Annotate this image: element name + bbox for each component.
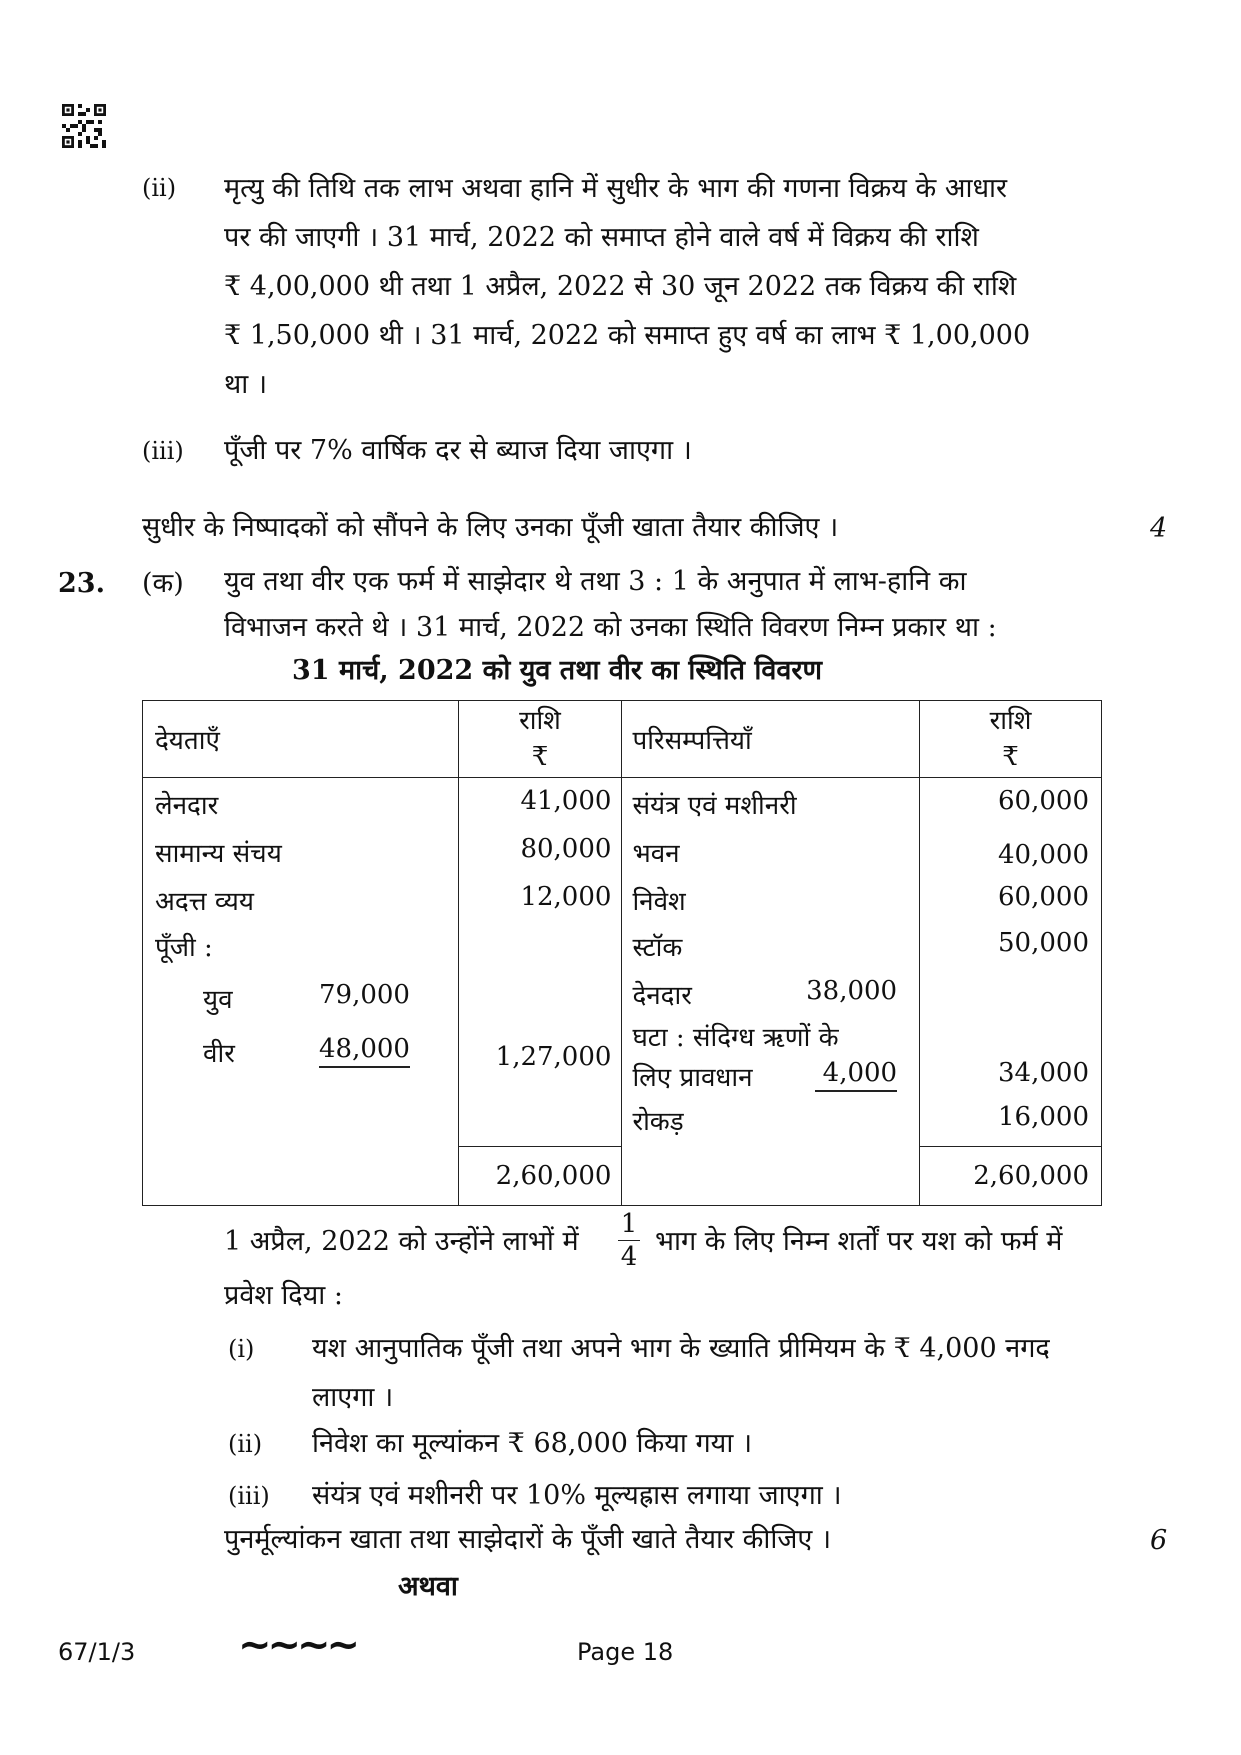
fraction-numerator: 1 (620, 1209, 638, 1239)
marks: 6 (1150, 1525, 1168, 1556)
condition-number: (iii) (228, 1482, 270, 1510)
debtors-label: देनदार (632, 981, 692, 1011)
debtors-net-amount: 34,000 (998, 1058, 1089, 1088)
capital-partner-value: 48,000 (319, 1034, 410, 1068)
less-provision-label: लिए प्रावधान (632, 1063, 753, 1093)
item-number: (iii) (142, 437, 184, 465)
liability-label: लेनदार (155, 791, 219, 821)
text-line: यश आनुपातिक पूँजी तथा अपने भाग के ख्याति प्रीमियम के ₹ 4,000 नगद (312, 1333, 1050, 1364)
question-instruction: पुनर्मूल्यांकन खाता तथा साझेदारों के पूँजी खाते तैयार कीजिए । (224, 1524, 832, 1555)
text-line: लाएगा । (312, 1382, 394, 1413)
asset-amount: 60,000 (998, 882, 1089, 912)
table-title: 31 मार्च, 2022 को युव तथा वीर का स्थिति विवरण (292, 655, 822, 686)
liability-label: सामान्य संचय (155, 839, 282, 869)
question-number: 23. (58, 568, 105, 599)
item-number: (ii) (142, 174, 177, 202)
total-liabilities: 2,60,000 (458, 1147, 622, 1206)
condition-text (312, 1419, 1104, 1468)
capital-partner-value: 79,000 (319, 980, 410, 1010)
header-liabilities: देयताएँ (143, 701, 459, 778)
admission-text: प्रवेश दिया : (224, 1280, 343, 1311)
text-line: पर की जाएगी । 31 मार्च, 2022 को समाप्त होने वाले वर्ष में विक्रय की राशि (224, 222, 979, 253)
qr-code-icon (62, 104, 106, 148)
admission-text: 1 अप्रैल, 2022 को उन्होंने लाभों में (224, 1226, 579, 1257)
condition-text (312, 1471, 1104, 1520)
text-line: संयंत्र एवं मशीनरी पर 10% मूल्यह्रास लगाया जाएगा । (312, 1480, 842, 1511)
asset-amount: 50,000 (998, 928, 1089, 958)
header-amount: राशि ₹ (458, 701, 622, 778)
asset-label: निवेश (632, 887, 686, 917)
item-text (224, 426, 1104, 475)
text-line: ₹ 1,50,000 थी । 31 मार्च, 2022 को समाप्त हुए वर्ष का लाभ ₹ 1,00,000 (224, 320, 1031, 351)
condition-number: (ii) (228, 1430, 263, 1458)
tilde-mark: ~~~~ (238, 1622, 357, 1668)
asset-amount: 40,000 (998, 840, 1089, 870)
question-part: (क) (142, 568, 184, 599)
provision-value: 4,000 (815, 1058, 897, 1092)
fraction (618, 1208, 640, 1273)
debtors-value: 38,000 (806, 976, 898, 1006)
capital-total: 1,27,000 (495, 1042, 612, 1072)
liability-amount: 41,000 (520, 786, 612, 816)
liability-label: अदत्त व्यय (155, 887, 254, 917)
text-line: युव तथा वीर एक फर्म में साझेदार थे तथा 3 : 1 के अनुपात में लाभ-हानि का (224, 566, 967, 597)
text-line: था । (224, 369, 268, 400)
liability-label: पूँजी : (155, 933, 213, 963)
liability-amount: 12,000 (520, 882, 612, 912)
balance-sheet-table (142, 700, 1102, 1206)
question-instruction: सुधीर के निष्पादकों को सौंपने के लिए उनका पूँजी खाता तैयार कीजिए । (142, 512, 839, 543)
header-amount: राशि ₹ (920, 701, 1102, 778)
asset-label: स्टॉक (632, 933, 683, 963)
asset-label: भवन (632, 839, 680, 869)
liability-amount: 80,000 (520, 834, 612, 864)
text-line: विभाजन करते थे । 31 मार्च, 2022 को उनका स्थिति विवरण निम्न प्रकार था : (224, 612, 997, 643)
or-separator: अथवा (398, 1571, 458, 1602)
less-provision-label: घटा : संदिग्ध ऋणों के (632, 1023, 839, 1053)
header-assets: परिसम्पत्तियाँ (622, 701, 920, 778)
admission-text: भाग के लिए निम्न शर्तों पर यश को फर्म में (655, 1226, 1063, 1257)
page-number: Page 18 (577, 1638, 674, 1666)
capital-partner-label: वीर (203, 1039, 235, 1069)
asset-label: रोकड़ (632, 1107, 684, 1137)
fraction-denominator: 4 (620, 1242, 638, 1272)
capital-partner-label: युव (203, 985, 233, 1015)
item-text (224, 164, 1104, 409)
marks: 4 (1150, 513, 1168, 544)
text-line: ₹ 4,00,000 थी तथा 1 अप्रैल, 2022 से 30 जून 2022 तक विक्रय की राशि (224, 271, 1017, 302)
asset-label: संयंत्र एवं मशीनरी (632, 791, 797, 821)
paper-code: 67/1/3 (58, 1638, 136, 1666)
total-assets: 2,60,000 (920, 1147, 1102, 1206)
text-line: पूँजी पर 7% वार्षिक दर से ब्याज दिया जाएगा । (224, 435, 692, 466)
text-line: मृत्यु की तिथि तक लाभ अथवा हानि में सुधीर के भाग की गणना विक्रय के आधार (224, 173, 1008, 204)
text-line: निवेश का मूल्यांकन ₹ 68,000 किया गया । (312, 1428, 753, 1459)
condition-number: (i) (228, 1335, 255, 1363)
condition-text (312, 1324, 1104, 1422)
asset-amount: 16,000 (998, 1102, 1089, 1132)
question-intro (224, 559, 1104, 651)
asset-amount: 60,000 (998, 786, 1089, 816)
